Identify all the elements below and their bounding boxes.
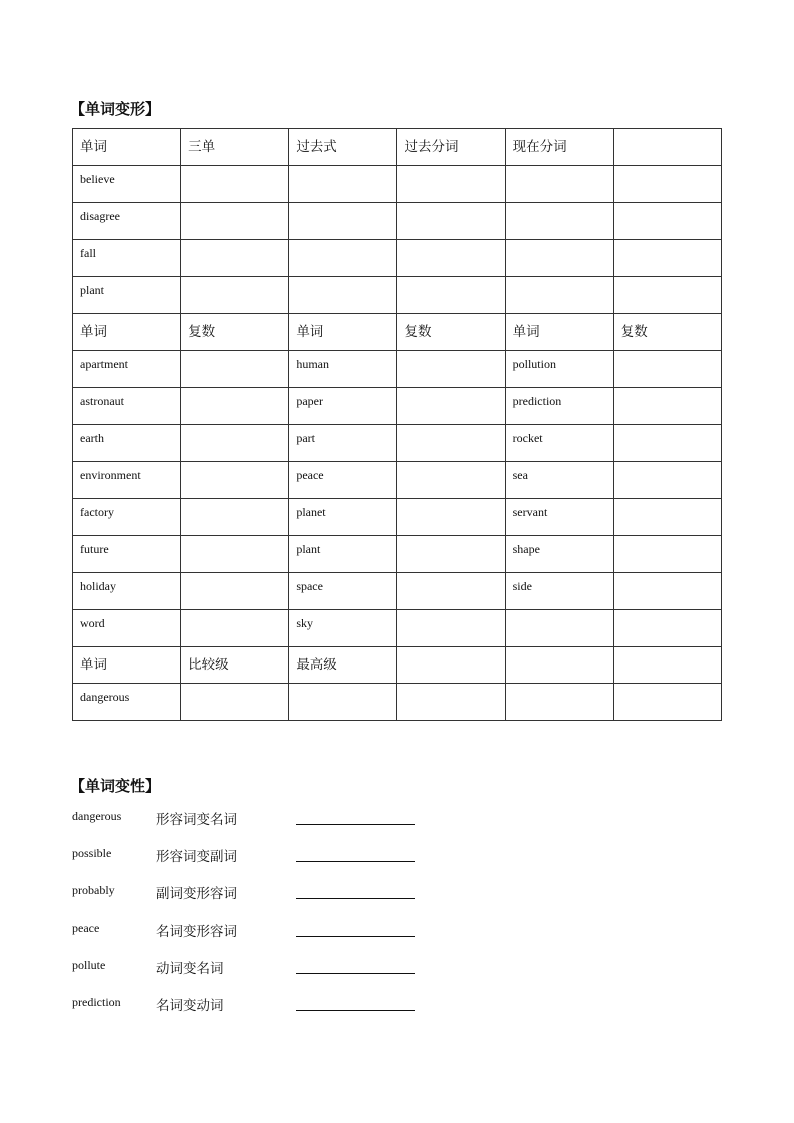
table-row (73, 684, 722, 721)
table-cell: 单词 (289, 314, 397, 351)
table-cell: paper (289, 388, 397, 425)
table-cell[interactable] (397, 240, 505, 277)
table-cell[interactable] (505, 610, 613, 647)
table-row (73, 462, 722, 499)
table-cell[interactable] (397, 536, 505, 573)
table-cell[interactable] (613, 203, 721, 240)
table-cell[interactable] (613, 684, 721, 721)
table-row (73, 388, 722, 425)
table-cell[interactable] (613, 351, 721, 388)
table-cell: shape (505, 536, 613, 573)
table-cell: environment (73, 462, 181, 499)
table-cell[interactable] (181, 388, 289, 425)
table-cell: rocket (505, 425, 613, 462)
table-cell[interactable] (289, 240, 397, 277)
table-cell[interactable] (613, 277, 721, 314)
table-cell[interactable] (397, 647, 505, 684)
table-cell[interactable] (181, 277, 289, 314)
table-cell: 单词 (73, 314, 181, 351)
table-cell[interactable] (613, 425, 721, 462)
table-cell[interactable] (505, 647, 613, 684)
table-cell[interactable] (289, 203, 397, 240)
answer-blank-line[interactable] (296, 973, 415, 974)
table-row (73, 425, 722, 462)
table-cell: apartment (73, 351, 181, 388)
table-cell: fall (73, 240, 181, 277)
table-cell: 最高级 (289, 647, 397, 684)
table-cell[interactable] (505, 203, 613, 240)
table-cell: human (289, 351, 397, 388)
section-title-word-conversion: 【单词变性】 (70, 777, 161, 795)
table-cell[interactable] (289, 684, 397, 721)
table-cell: 过去式 (289, 129, 397, 166)
table-cell[interactable] (397, 166, 505, 203)
table-cell[interactable] (613, 536, 721, 573)
table-row (73, 166, 722, 203)
table-cell: plant (73, 277, 181, 314)
answer-blank-line[interactable] (296, 824, 415, 825)
table-cell[interactable] (289, 166, 397, 203)
table-cell[interactable] (613, 388, 721, 425)
table-row (73, 573, 722, 610)
table-cell[interactable] (181, 351, 289, 388)
table-cell[interactable] (181, 499, 289, 536)
table-cell[interactable] (181, 610, 289, 647)
table-row (73, 536, 722, 573)
table-cell: word (73, 610, 181, 647)
table-cell[interactable] (289, 277, 397, 314)
table-cell: 过去分词 (397, 129, 505, 166)
conversion-instruction: 副词变形容词 (156, 886, 237, 903)
table-cell[interactable] (181, 536, 289, 573)
conversion-word: possible (72, 846, 112, 861)
conversion-instruction: 形容词变名词 (156, 812, 237, 828)
table-row (73, 129, 722, 166)
conversion-item (72, 808, 472, 845)
table-cell: 三单 (181, 129, 289, 166)
table-cell[interactable] (397, 499, 505, 536)
table-cell[interactable] (613, 240, 721, 277)
table-cell: 比较级 (181, 647, 289, 684)
word-conversion-list (72, 808, 472, 1031)
table-cell[interactable] (505, 684, 613, 721)
table-cell[interactable] (397, 388, 505, 425)
table-row (73, 610, 722, 647)
table-cell[interactable] (397, 684, 505, 721)
table-cell[interactable] (397, 462, 505, 499)
table-row (73, 647, 722, 684)
answer-blank-line[interactable] (296, 1010, 415, 1011)
table-cell[interactable] (613, 610, 721, 647)
table-cell[interactable] (613, 129, 721, 166)
table-cell[interactable] (181, 240, 289, 277)
conversion-word: peace (72, 920, 100, 935)
table-cell: disagree (73, 203, 181, 240)
table-row (73, 203, 722, 240)
table-cell[interactable] (397, 425, 505, 462)
conversion-item (72, 882, 472, 919)
conversion-item (72, 920, 472, 957)
table-cell[interactable] (505, 166, 613, 203)
table-cell: space (289, 573, 397, 610)
table-cell[interactable] (181, 462, 289, 499)
conversion-word: prediction (72, 994, 121, 1009)
table-cell: part (289, 425, 397, 462)
table-row (73, 499, 722, 536)
conversion-instruction: 名词变形容词 (156, 923, 237, 940)
table-cell: believe (73, 166, 181, 203)
table-cell[interactable] (181, 203, 289, 240)
table-cell[interactable] (397, 610, 505, 647)
table-cell[interactable] (181, 166, 289, 203)
table-cell: planet (289, 499, 397, 536)
table-cell: sky (289, 610, 397, 647)
table-cell: 复数 (613, 314, 721, 351)
table-row (73, 240, 722, 277)
answer-blank-line[interactable] (296, 861, 415, 862)
table-cell[interactable] (181, 425, 289, 462)
conversion-word: pollute (72, 957, 106, 972)
table-cell: 单词 (505, 314, 613, 351)
table-cell: holiday (73, 573, 181, 610)
table-cell: peace (289, 462, 397, 499)
conversion-item (72, 957, 472, 994)
table-cell: dangerous (73, 684, 181, 721)
table-cell: prediction (505, 388, 613, 425)
table-cell[interactable] (613, 462, 721, 499)
table-cell: 复数 (397, 314, 505, 351)
table-cell: astronaut (73, 388, 181, 425)
conversion-instruction: 名词变动词 (156, 997, 224, 1014)
table-row (73, 277, 722, 314)
table-cell: 单词 (73, 647, 181, 684)
table-cell[interactable] (613, 499, 721, 536)
conversion-item (72, 994, 472, 1031)
table-cell: 现在分词 (505, 129, 613, 166)
table-cell: factory (73, 499, 181, 536)
table-cell[interactable] (397, 203, 505, 240)
table-cell[interactable] (181, 573, 289, 610)
table-cell[interactable] (613, 647, 721, 684)
table-cell[interactable] (505, 240, 613, 277)
table-cell[interactable] (181, 684, 289, 721)
table-cell: pollution (505, 351, 613, 388)
answer-blank-line[interactable] (296, 898, 415, 899)
table-cell: plant (289, 536, 397, 573)
answer-blank-line[interactable] (296, 936, 415, 937)
table-cell: servant (505, 499, 613, 536)
table-cell: future (73, 536, 181, 573)
table-cell: side (505, 573, 613, 610)
table-cell: 单词 (73, 129, 181, 166)
word-forms-table (72, 128, 722, 721)
table-cell: earth (73, 425, 181, 462)
table-row (73, 314, 722, 351)
table-cell[interactable] (613, 166, 721, 203)
table-cell[interactable] (397, 573, 505, 610)
conversion-word: dangerous (72, 809, 122, 823)
conversion-word: probably (72, 883, 115, 898)
table-cell[interactable] (397, 277, 505, 314)
table-cell: sea (505, 462, 613, 499)
table-row (73, 351, 722, 388)
conversion-instruction: 动词变名词 (156, 960, 224, 977)
table-cell[interactable] (505, 277, 613, 314)
table-cell: 复数 (181, 314, 289, 351)
section-title-word-forms: 【单词变形】 (70, 100, 161, 118)
table-cell[interactable] (613, 573, 721, 610)
conversion-item (72, 845, 472, 882)
table-cell[interactable] (397, 351, 505, 388)
conversion-instruction: 形容词变副词 (156, 849, 237, 866)
